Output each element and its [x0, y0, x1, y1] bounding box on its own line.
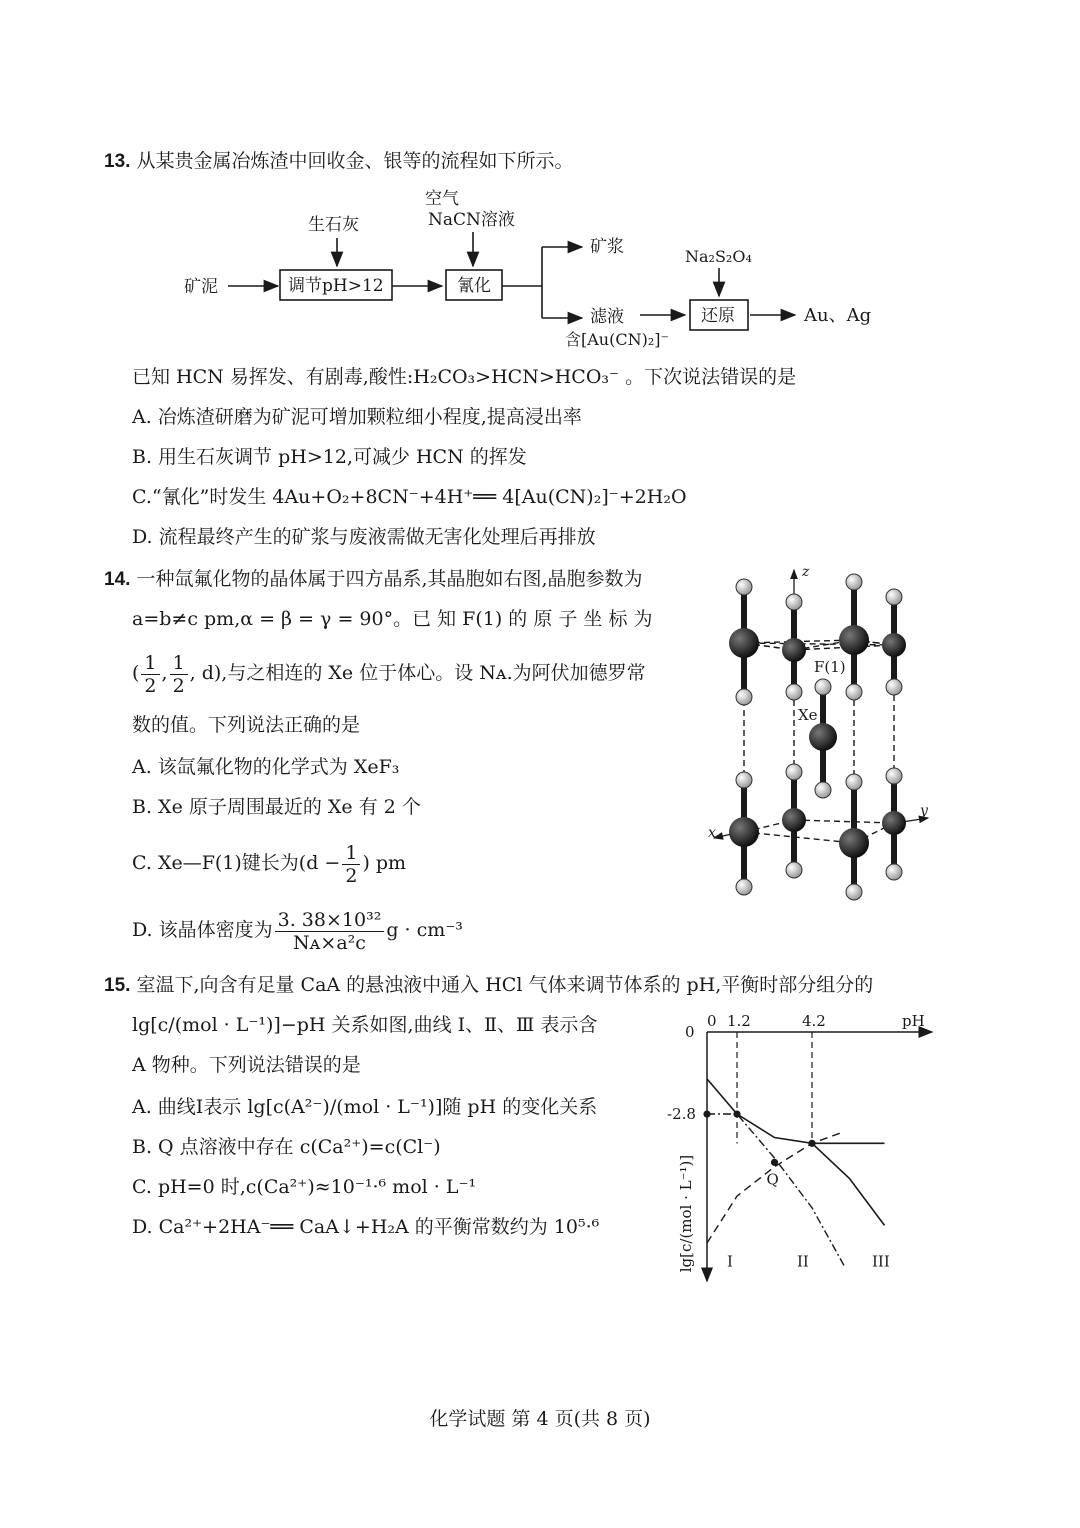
q15-option-b: B. Q 点溶液中存在 c(Ca²⁺)=c(Cl⁻)	[132, 1136, 441, 1158]
data-point	[771, 1159, 778, 1166]
curve-label: I	[727, 1252, 733, 1271]
label-Xe: Xe	[798, 706, 818, 724]
q14-line4: 数的值。下列说法正确的是	[132, 714, 361, 736]
x-tick-label: 0	[707, 1012, 717, 1030]
x-tick-label: 1.2	[727, 1012, 751, 1030]
q15-option-c: C. pH=0 时,c(Ca²⁺)≈10⁻¹·⁶ mol · L⁻¹	[132, 1176, 477, 1198]
curve-label: III	[872, 1252, 890, 1271]
flow-start: 矿泥	[184, 277, 218, 297]
x-axis-label: pH	[902, 1012, 925, 1030]
q13-stem-text: 从某贵金属冶炼渣中回收金、银等的流程如下所示。	[136, 150, 574, 172]
q15-line1	[104, 972, 873, 999]
flow-reagent1: 生石灰	[308, 215, 359, 235]
data-point	[808, 1140, 815, 1147]
axis-y-label: y	[920, 803, 928, 819]
flow-box2-label: 氰化	[457, 276, 491, 296]
q15-chart	[660, 1008, 950, 1298]
y-tick-label: -2.8	[667, 1105, 696, 1124]
q14-line1	[104, 566, 643, 593]
q15-line1-text: 室温下,向含有足量 CaA 的悬浊液中通入 HCl 气体来调节体系的 pH,平衡时部分组分的	[136, 974, 874, 996]
flow-reagent3: Na₂S₂O₄	[685, 247, 752, 266]
q14-option-b: B. Xe 原子周围最近的 Xe 有 2 个	[132, 796, 421, 818]
q14-option-d: D. 该晶体密度为 $\frac{\text{3. 38×10³²}}{\text{Nᴀ×a²c}}$ g · cm⁻³	[132, 908, 463, 954]
q14-option-c: C. Xe—F(1)键长为(d − $\frac{1}{2}$ ) pm	[132, 841, 407, 887]
flow-box1-label: 调节pH>12	[288, 276, 384, 296]
q14-line3: ( $\frac{1}{2}$ , $\frac{1}{2}$ , d),与之相连的 Xe 位于体心。设 Nᴀ.为阿伏加德罗常	[132, 651, 646, 697]
flow-box3-label: 还原	[701, 306, 735, 326]
q13-option-b: B. 用生石灰调节 pH>12,可减少 HCN 的挥发	[132, 446, 527, 468]
flow-branch-down: 滤液	[590, 307, 624, 327]
x-tick-label: 4.2	[802, 1012, 826, 1030]
flow-branch-up: 矿浆	[590, 237, 624, 257]
series-III-lower	[812, 1143, 885, 1225]
q15-line2: lg[c/(mol · L⁻¹)]−pH 关系如图,曲线 Ⅰ、Ⅱ、Ⅲ 表示含	[132, 1014, 598, 1036]
q15-number: 15.	[104, 975, 131, 996]
q13-flowchart	[170, 180, 900, 355]
q15-option-d: D. Ca²⁺+2HA⁻══ CaA↓+H₂A 的平衡常数约为 10⁵·⁶	[132, 1216, 600, 1238]
q14-fraction-b: $\frac{1}{2}$	[170, 652, 188, 697]
q15-option-a: A. 曲线Ⅰ表示 lg[c(A²⁻)/(mol · L⁻¹)]随 pH 的变化关系	[132, 1096, 598, 1118]
page-footer: 化学试题 第 4 页(共 8 页)	[429, 1408, 651, 1430]
q13-option-a: A. 冶炼渣研磨为矿泥可增加颗粒细小程度,提高浸出率	[132, 406, 582, 428]
curve-label: II	[797, 1252, 809, 1271]
data-point	[733, 1110, 740, 1117]
q13-info: 已知 HCN 易挥发、有剧毒,酸性:H₂CO₃>HCN>HCO₃⁻ 。下次说法错误的是	[132, 366, 797, 388]
q13-option-d: D. 流程最终产生的矿浆与废液需做无害化处理后再排放	[132, 526, 596, 548]
data-point	[703, 1110, 710, 1117]
axis-z-label: z	[802, 564, 810, 580]
q14-line2: a=b≠c pm,α = β = γ = 90°。已 知 F(1) 的 原 子 坐 标 为	[132, 608, 653, 630]
q14-fraction-a: $\frac{1}{2}$	[141, 652, 159, 697]
axis-x-label: x	[708, 825, 716, 841]
point-label: Q	[766, 1170, 779, 1189]
q13-stem	[104, 148, 573, 175]
flow-reagent2a: 空气	[425, 189, 459, 209]
q13-option-c: C.“氰化”时发生 4Au+O₂+8CN⁻+4H⁺══ 4[Au(CN)₂]⁻+2H₂O	[132, 486, 687, 508]
flow-reagent2b: NaCN溶液	[428, 210, 515, 230]
q14-number: 14.	[104, 569, 131, 590]
y-axis-label: lg[c/(mol · L⁻¹)]	[677, 1154, 695, 1273]
q14-option-d-fraction: $\frac{\text{3. 38×10³²}}{\text{Nᴀ×a²c}}$	[275, 909, 385, 954]
q14-crystal-diagram	[706, 560, 946, 910]
q14-option-c-fraction: $\frac{1}{2}$	[342, 842, 360, 887]
flow-product: Au、Ag	[804, 305, 872, 326]
q13-number: 13.	[104, 151, 131, 172]
flow-branch-down-sub: 含[Au(CN)₂]⁻	[565, 330, 669, 349]
series-III	[707, 1079, 885, 1143]
q14-option-a: A. 该氙氟化物的化学式为 XeF₃	[132, 756, 400, 778]
y-tick-label: 0	[685, 1023, 695, 1041]
q15-line3: A 物种。下列说法错误的是	[132, 1054, 361, 1076]
series-II	[707, 1114, 845, 1266]
label-F1: F(1)	[814, 658, 846, 676]
q14-line1-text: 一种氙氟化物的晶体属于四方晶系,其晶胞如右图,晶胞参数为	[136, 568, 643, 590]
